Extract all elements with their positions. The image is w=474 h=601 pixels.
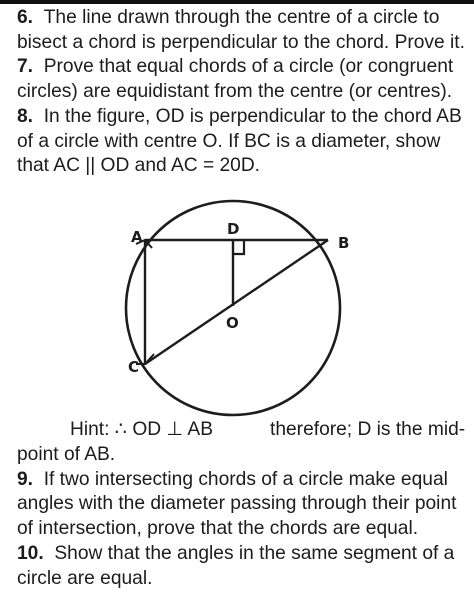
question-number: 10. (17, 542, 44, 564)
question-text: bisect a chord is perpendicular to the chord. Prove it. (17, 31, 465, 53)
question-number: 9. (17, 468, 34, 490)
question-text: of a circle with centre O. If BC is a diameter, show (17, 130, 441, 152)
label-c: C (128, 358, 140, 376)
question-list-bottom (17, 443, 469, 591)
right-angle-mark (233, 240, 244, 254)
label-a: A (131, 228, 143, 246)
hint-continuation: point of AB. (17, 444, 116, 465)
question-text: that AC || OD and AC = 20D. (17, 155, 261, 177)
diameter-bc (145, 240, 328, 364)
question-text: The line drawn through the centre of a circle to (43, 7, 440, 28)
top-border (0, 0, 474, 4)
label-o: O (226, 314, 239, 332)
question-text: Prove that equal chords of a circle (or congruent (43, 56, 454, 78)
question-text: In the figure, OD is perpendicular to the chord AB (43, 105, 462, 127)
label-b: B (338, 234, 350, 252)
question-text: of intersection, prove that the chords are equal. (17, 518, 419, 540)
question-line (17, 468, 469, 493)
question-line (17, 55, 469, 80)
hint-text: Hint: ∴ OD ⊥ AB (70, 419, 214, 440)
question-7 (17, 55, 469, 104)
question-number: 8. (17, 105, 34, 127)
question-9 (17, 468, 469, 542)
question-text: angles with the diameter passing through their point (17, 493, 457, 515)
question-list-top (17, 6, 469, 179)
question-text: circle are equal. (17, 567, 153, 589)
question-number: 6. (17, 7, 34, 28)
question-line (17, 6, 469, 31)
circle-diagram (112, 196, 352, 418)
question-text: Show that the angles in the same segment of a (54, 542, 455, 564)
question-text: circles) are equidistant from the centre (or centres). (17, 81, 453, 103)
hint-text-right: therefore; D is the mid- (270, 419, 466, 440)
question-line (17, 542, 469, 567)
circle-figure (112, 196, 352, 418)
question-10 (17, 542, 469, 591)
question-number: 7. (17, 56, 34, 78)
question-text: If two intersecting chords of a circle make equal (43, 468, 448, 490)
question-line (17, 105, 469, 130)
question-8 (17, 105, 469, 179)
label-d: D (227, 220, 240, 238)
question-6 (17, 6, 469, 55)
